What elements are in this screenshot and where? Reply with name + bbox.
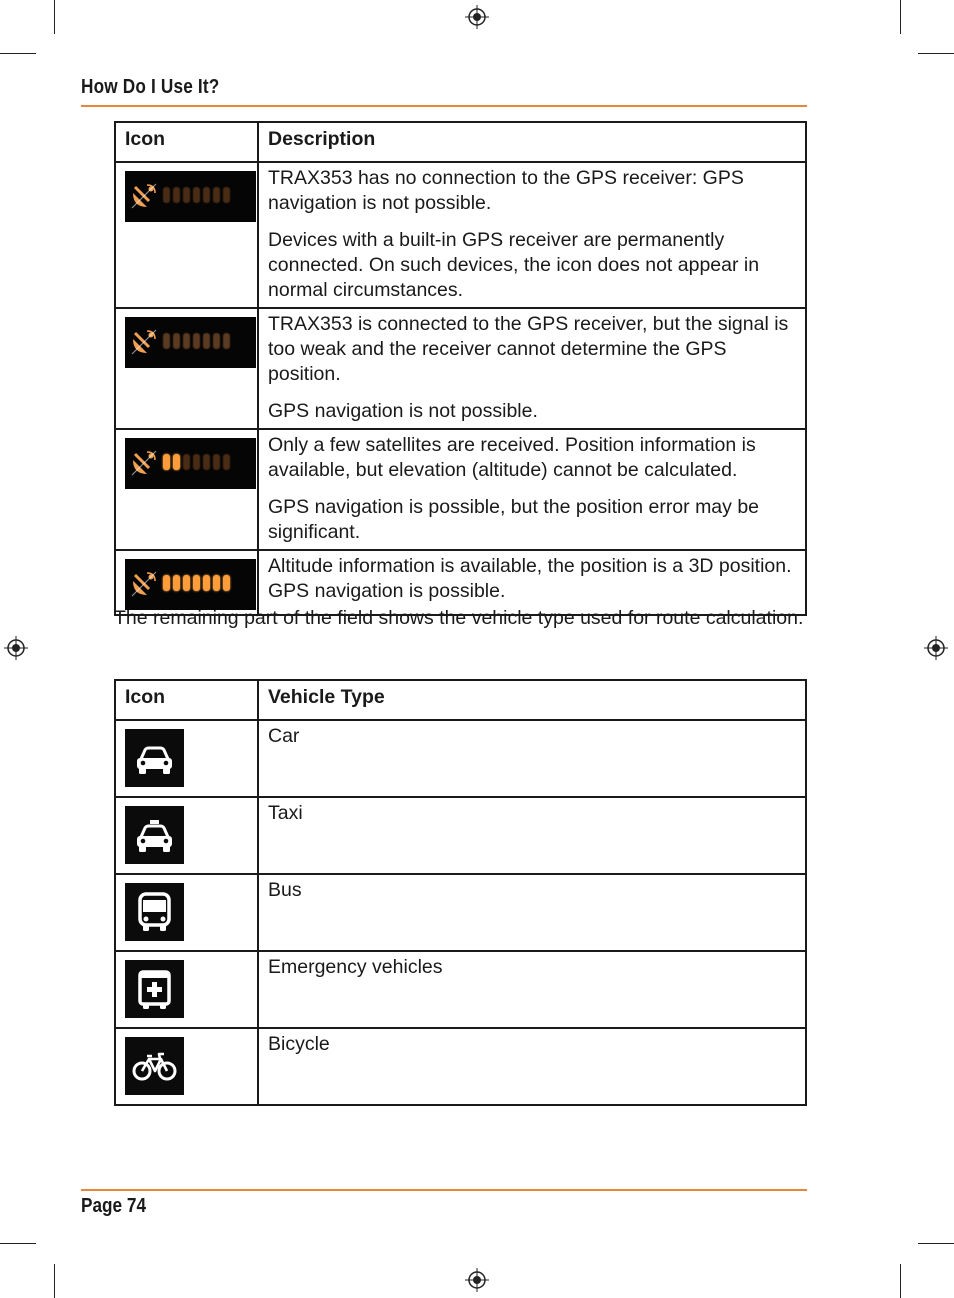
description-cell xyxy=(258,429,806,550)
column-header-vehicle-type: Vehicle Type xyxy=(258,680,806,720)
table-row xyxy=(115,720,806,797)
table-row xyxy=(115,162,806,308)
signal-bar xyxy=(183,575,190,591)
emergency-vehicle-icon xyxy=(125,960,184,1018)
signal-bar xyxy=(203,454,210,470)
crop-mark xyxy=(54,1264,55,1298)
description-paragraph: GPS navigation is not possible. xyxy=(268,400,538,422)
header-rule xyxy=(81,105,807,107)
icon-cell xyxy=(115,797,258,874)
signal-bar xyxy=(163,575,170,591)
car-icon xyxy=(125,729,184,787)
signal-strength-bars xyxy=(163,187,230,203)
vehicle-type-cell: Car xyxy=(258,720,806,797)
bicycle-icon xyxy=(125,1037,184,1095)
signal-bar xyxy=(203,333,210,349)
crop-mark xyxy=(900,1264,901,1298)
signal-bar xyxy=(193,454,200,470)
description-paragraph: TRAX353 has no connection to the GPS receiver: GPS navigation is not possible. xyxy=(268,167,744,214)
column-header-description: Description xyxy=(258,122,806,162)
signal-bar xyxy=(183,333,190,349)
icon-cell xyxy=(115,874,258,951)
table-row xyxy=(115,429,806,550)
page-number: Page 74 xyxy=(81,1195,147,1217)
signal-bar xyxy=(213,575,220,591)
crop-mark xyxy=(54,0,55,34)
signal-bar xyxy=(213,333,220,349)
crop-mark xyxy=(918,1243,954,1244)
description-paragraph: Devices with a built-in GPS receiver are permanently connected. On such devices, the icon does not appear in normal circumstances. xyxy=(268,229,760,301)
registration-mark-icon xyxy=(465,1268,489,1292)
bus-icon xyxy=(125,883,184,941)
icon-cell xyxy=(115,308,258,429)
icon-cell xyxy=(115,720,258,797)
table-row xyxy=(115,874,806,951)
signal-bar xyxy=(173,187,180,203)
signal-strength-bars xyxy=(163,575,230,591)
description-cell xyxy=(258,162,806,308)
signal-bar xyxy=(203,575,210,591)
vehicle-type-cell: Taxi xyxy=(258,797,806,874)
table-header-row xyxy=(115,680,806,720)
signal-bar xyxy=(163,333,170,349)
signal-bar xyxy=(223,454,230,470)
gps-weak-signal-icon xyxy=(125,317,256,368)
signal-bar xyxy=(173,575,180,591)
table-row xyxy=(115,308,806,429)
taxi-icon xyxy=(125,806,184,864)
gps-status-table xyxy=(114,121,807,616)
icon-cell xyxy=(115,429,258,550)
body-paragraph: The remaining part of the field shows the vehicle type used for route calculation. xyxy=(114,607,804,629)
table-row xyxy=(115,797,806,874)
signal-strength-bars xyxy=(163,454,230,470)
signal-bar xyxy=(183,454,190,470)
gps-few-satellites-icon xyxy=(125,438,256,489)
signal-bar xyxy=(193,187,200,203)
description-paragraph: Altitude information is available, the position is a 3D position. GPS navigation is possible. xyxy=(268,555,792,602)
column-header-icon: Icon xyxy=(115,680,258,720)
registration-mark-icon xyxy=(4,636,28,660)
gps-no-connection-icon xyxy=(125,171,256,222)
registration-mark-icon xyxy=(924,636,948,660)
signal-bar xyxy=(223,333,230,349)
page-header-title: How Do I Use It? xyxy=(81,76,220,98)
table-header-row xyxy=(115,122,806,162)
description-paragraph: Only a few satellites are received. Position information is available, but elevation (altitude) cannot be calculated. xyxy=(268,434,756,481)
description-paragraph: TRAX353 is connected to the GPS receiver, but the signal is too weak and the receiver cannot determine the GPS position. xyxy=(268,313,789,385)
signal-bar xyxy=(213,187,220,203)
icon-cell xyxy=(115,162,258,308)
icon-cell xyxy=(115,951,258,1028)
crop-mark xyxy=(0,53,36,54)
icon-cell xyxy=(115,1028,258,1105)
signal-bar xyxy=(163,454,170,470)
vehicle-type-cell: Emergency vehicles xyxy=(258,951,806,1028)
table-row xyxy=(115,951,806,1028)
crop-mark xyxy=(918,53,954,54)
signal-bar xyxy=(183,187,190,203)
vehicle-type-cell: Bus xyxy=(258,874,806,951)
signal-bar xyxy=(193,333,200,349)
signal-bar xyxy=(203,187,210,203)
footer-rule xyxy=(81,1189,807,1191)
signal-strength-bars xyxy=(163,333,230,349)
signal-bar xyxy=(173,333,180,349)
signal-bar xyxy=(163,187,170,203)
vehicle-type-cell: Bicycle xyxy=(258,1028,806,1105)
description-cell xyxy=(258,308,806,429)
registration-mark-icon xyxy=(465,5,489,29)
crop-mark xyxy=(900,0,901,34)
signal-bar xyxy=(173,454,180,470)
vehicle-type-table xyxy=(114,679,807,1106)
signal-bar xyxy=(223,187,230,203)
signal-bar xyxy=(223,575,230,591)
table-row xyxy=(115,1028,806,1105)
column-header-icon: Icon xyxy=(115,122,258,162)
signal-bar xyxy=(213,454,220,470)
signal-bar xyxy=(193,575,200,591)
description-paragraph: GPS navigation is possible, but the position error may be significant. xyxy=(268,496,760,543)
crop-mark xyxy=(0,1243,36,1244)
